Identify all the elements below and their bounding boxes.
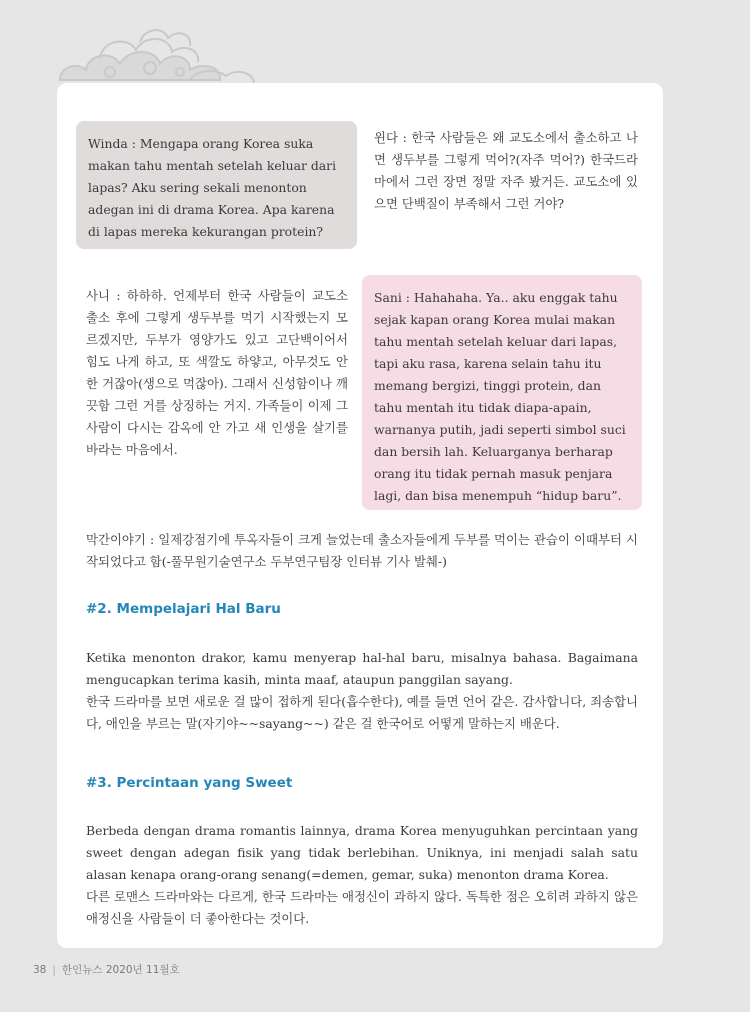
- section-2-heading: #2. Mempelajari Hal Baru: [86, 601, 281, 617]
- publication-name: 한인뉴스 2020년 11월호: [61, 964, 180, 976]
- winda-question-korean: 윈다 : 한국 사람들은 왜 교도소에서 출소하고 나면 생두부를 그렇게 먹어?(자주 먹어?) 한국드라마에서 그런 장면 정말 자주 봤거든. 교도소에 있으면 단백질이 부족해서 그런 거야?: [374, 130, 638, 211]
- section-2-text-korean: 한국 드라마를 보면 새로운 걸 많이 접하게 된다(흡수한다), 예를 들면 언어 같은. 감사합니다, 죄송합니다, 애인을 부르는 말(자기야~~sayang~~) 같은 걸 한국어로 어떻게 말하는지 배운다.: [86, 694, 638, 731]
- sani-answer-korean-block: [86, 285, 348, 461]
- section-3-text-korean: 다른 로맨스 드라마와는 다르게, 한국 드라마는 애정신이 과하지 않다. 독특한 점은 오히려 과하지 않은 애정신을 사람들이 더 좋아한다는 것이다.: [86, 889, 638, 926]
- sani-bubble-indonesian: [362, 275, 642, 510]
- section-3-heading: #3. Percintaan yang Sweet: [86, 775, 293, 791]
- cloud-pattern-decoration: [40, 18, 270, 93]
- page-number: 38: [33, 964, 47, 976]
- section-2-text-indonesian: Ketika menonton drakor, kamu menyerap hal-hal baru, misalnya bahasa. Bagaimana mengucapkan terima kasih, minta maaf, ataupun panggilan sayang.: [86, 650, 638, 687]
- section-2-body: [86, 647, 638, 735]
- section-3-body: [86, 820, 638, 930]
- interlude-note: [86, 529, 638, 573]
- section-3-text-indonesian: Berbeda dengan drama romantis lainnya, drama Korea menyuguhkan percintaan yang sweet dengan adegan fisik yang tidak berlebihan. Uniknya, ini menjadi salah satu alasan kenapa orang-orang senang(=demen, gemar, suka) menonton drama Korea.: [86, 823, 638, 882]
- footer-separator: |: [52, 964, 56, 976]
- sani-answer-indonesian: Sani : Hahahaha. Ya.. aku enggak tahu sejak kapan orang Korea mulai makan tahu mentah setelah keluar dari lapas, tapi aku rasa, karena selain tahu itu memang bergizi, tinggi protein, dan tahu mentah itu tidak diapa-apain, warnanya putih, jadi seperti simbol suci dan bersih lah. Keluarganya berharap orang itu tidak pernah masuk penjara lagi, dan bisa menempuh “hidup baru”.: [374, 290, 626, 503]
- sani-answer-korean: 사니 : 하하하. 언제부터 한국 사람들이 교도소 출소 후에 그렇게 생두부를 먹기 시작했는지 모르겠지만, 두부가 영양가도 있고 고단백이어서 힘도 나게 하고, 또 색깔도 하얗고, 아무것도 안 한 거잖아(생으로 먹잖아). 그래서 신성함이나 깨끗함 그런 거를 상징하는 거지. 가족들이 이제 그 사람이 다시는 감옥에 안 가고 새 인생을 살기를 바라는 마음에서.: [86, 288, 348, 457]
- page-footer: [33, 962, 180, 977]
- winda-question-indonesian: Winda : Mengapa orang Korea suka makan tahu mentah setelah keluar dari lapas? Aku sering sekali menonton adegan ini di drama Korea. Apa karena di lapas mereka kekurangan protein?: [88, 136, 337, 239]
- winda-question-korean-block: [374, 127, 638, 215]
- interlude-note-text: 막간이야기 : 일제강점기에 투옥자들이 크게 늘었는데 출소자들에게 두부를 먹이는 관습이 이때부터 시작되었다고 함(-풀무원기술연구소 두부연구팀장 인터뷰 기사 발췌-): [86, 532, 638, 569]
- winda-bubble-indonesian: [76, 121, 357, 249]
